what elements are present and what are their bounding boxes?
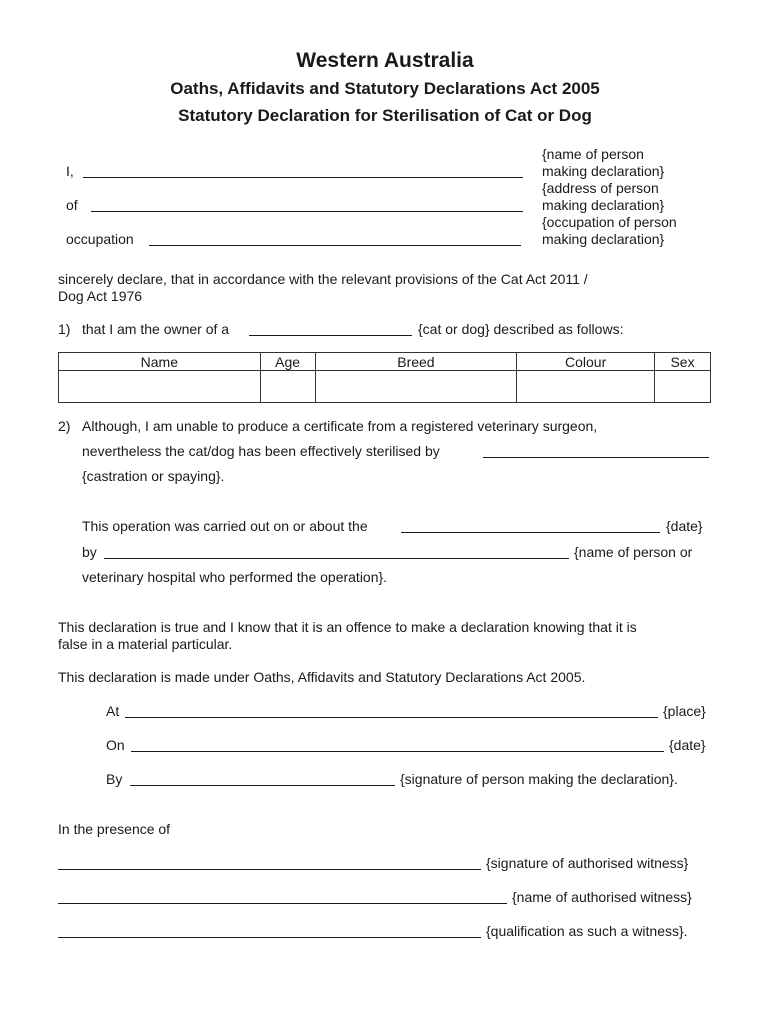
address-field[interactable]: [91, 211, 523, 212]
item2-line-2: nevertheless the cat/dog has been effectively sterilised by: [82, 443, 440, 459]
by-suffix: {name of person or: [574, 544, 693, 560]
intro-line-1: sincerely declare, that in accordance with the relevant provisions of the Cat Act 2011 /: [58, 271, 588, 287]
animal-table: [58, 352, 711, 403]
occupation-label: occupation: [66, 231, 134, 247]
vet-name-field[interactable]: [104, 558, 569, 559]
declarant-notes: [542, 146, 712, 248]
note-line: making declaration}: [542, 163, 665, 179]
declaration-line-2: false in a material particular.: [58, 636, 233, 652]
by-label: by: [82, 544, 97, 560]
cell-sex[interactable]: [655, 371, 711, 403]
item2-line-3: {castration or spaying}.: [82, 468, 225, 484]
column-header-sex: Sex: [655, 353, 711, 371]
form-title: Statutory Declaration for Sterilisation of Cat or Dog: [178, 106, 592, 125]
item2-number: 2): [58, 418, 71, 434]
note-line: making declaration}: [542, 197, 665, 213]
on-label: On: [106, 737, 125, 753]
table-header-row: [59, 353, 711, 371]
by-sign-label: By: [106, 771, 123, 787]
note-line: {address of person: [542, 180, 659, 196]
column-header-age: Age: [260, 353, 315, 371]
table-row: [59, 371, 711, 403]
note-line: {name of person: [542, 146, 644, 162]
cell-name[interactable]: [59, 371, 261, 403]
occupation-field[interactable]: [149, 245, 521, 246]
sterilised-by-field[interactable]: [483, 457, 709, 458]
item1-number: 1): [58, 321, 71, 337]
item2-line-1: Although, I am unable to produce a certificate from a registered veterinary surgeon,: [82, 418, 598, 434]
name-field[interactable]: [83, 177, 523, 178]
page-title: Western Australia: [296, 49, 474, 72]
i-label: I,: [66, 163, 74, 179]
at-label: At: [106, 703, 120, 719]
witness-name-field[interactable]: [58, 903, 507, 904]
column-header-breed: Breed: [315, 353, 517, 371]
cell-breed[interactable]: [315, 371, 517, 403]
of-label: of: [66, 197, 78, 213]
animal-type-field[interactable]: [249, 335, 412, 336]
operation-prefix: This operation was carried out on or about the: [82, 518, 368, 534]
place-field[interactable]: [125, 717, 658, 718]
declarant-signature-field[interactable]: [130, 785, 395, 786]
cell-colour[interactable]: [517, 371, 655, 403]
presence-label: In the presence of: [58, 821, 171, 837]
witness-qualification-note: {qualification as such a witness}.: [486, 923, 688, 939]
cell-age[interactable]: [260, 371, 315, 403]
made-under: This declaration is made under Oaths, Affidavits and Statutory Declarations Act 2005.: [58, 669, 586, 685]
witness-qualification-field[interactable]: [58, 937, 481, 938]
by-sign-suffix: {signature of person making the declaration}.: [400, 771, 678, 787]
declaration-line-1: This declaration is true and I know that it is an offence to make a declaration knowing that it is: [58, 619, 637, 635]
vet-line: veterinary hospital who performed the operation}.: [82, 569, 388, 585]
intro-line-2: Dog Act 1976: [58, 288, 143, 304]
item1-suffix: {cat or dog} described as follows:: [418, 321, 624, 337]
column-header-colour: Colour: [517, 353, 655, 371]
column-header-name: Name: [59, 353, 261, 371]
date-field[interactable]: [131, 751, 664, 752]
witness-name-note: {name of authorised witness}: [512, 889, 692, 905]
witness-signature-field[interactable]: [58, 869, 481, 870]
operation-date-field[interactable]: [401, 532, 660, 533]
at-suffix: {place}: [663, 703, 706, 719]
on-suffix: {date}: [669, 737, 706, 753]
act-title: Oaths, Affidavits and Statutory Declarations Act 2005: [170, 79, 600, 98]
witness-signature-note: {signature of authorised witness}: [486, 855, 689, 871]
operation-date-note: {date}: [666, 518, 703, 534]
note-line: {occupation of person: [542, 214, 677, 230]
note-line: making declaration}: [542, 231, 665, 247]
item1-prefix: that I am the owner of a: [82, 321, 230, 337]
